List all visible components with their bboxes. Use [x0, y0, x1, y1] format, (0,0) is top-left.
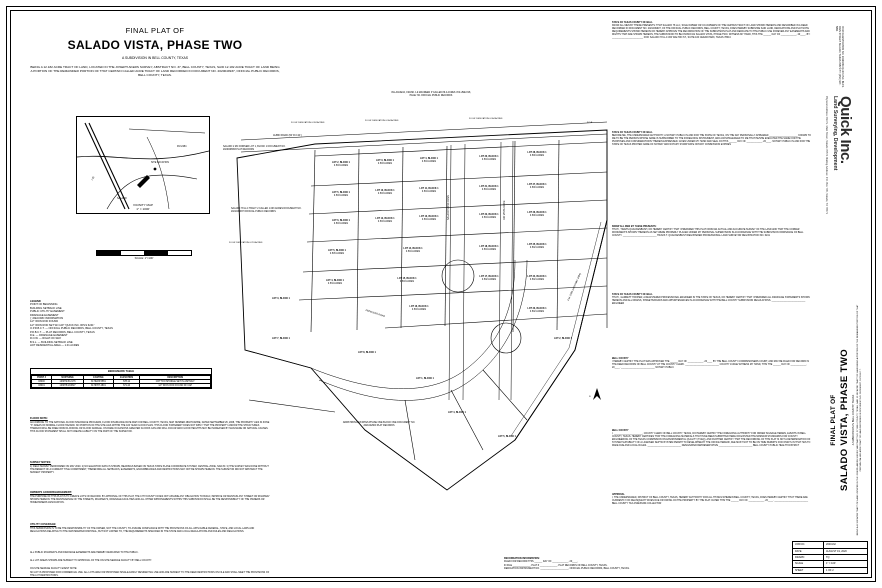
legend-block [30, 300, 180, 348]
lot-area: 0.503 ACRES [333, 164, 349, 167]
scale-bar-caption: SCALE: 1"=100' [134, 257, 154, 260]
lot-id: LOT 8, BLOCK 1 [358, 352, 376, 354]
dedication-name: R.O.W. DEDICATION [469, 118, 489, 120]
lot-area: 0.503 ACRES [377, 192, 393, 195]
recordation-line: IN FILE _____________, PLAT # _____________, PLAT RECORDS OF BELL COUNTY, TEXAS. [504, 563, 608, 567]
lot-area: 0.503 ACRES [333, 194, 349, 197]
vicinity-road-salado: SALADO [117, 197, 127, 200]
lot-label [363, 190, 407, 196]
lot-label [541, 338, 585, 341]
recordation-line: DEDICATION INSTRUMENT NO. _____________________, OFFICIAL PUBLIC RECORDS, BELL COUNTY, TEXAS. [504, 566, 630, 570]
plat-title-line2: SALADO VISTA, PHASE TWO [67, 38, 243, 52]
owner-callout-armstrong: ARMSTRONG ESTATES PHASE ONE BLOCK ONE DOCUMENT NO. 2021042900 PLAT RECORDS [342, 422, 416, 427]
lot-id: LOT 3, BLOCK 1 [376, 160, 394, 162]
road-name: AUBIN ROAD [273, 134, 288, 137]
certificate-body: BEFORE ME, THE UNDERSIGNED AUTHORITY, A NOTARY PUBLIC IN AND FOR THE STATE OF TEXAS, ON THE DAY PERSONALLY APPEARED ______________________ KNOWN TO ME TO BE THE PERSON WHOSE NAME IS SUBSCRIBED TO THE FOREGOING INSTRUMENT, AND ACKNOWLEDGED TO ME THAT HE/SHE EXECUTED THE SAME FOR THE PURPOSES AND CONSIDERATIONS THEREIN EXPRESSED. GIVEN UNDER MY HAND AND SEAL ON THIS ______ DAY OF ____________, 20____. NOTARY PUBLIC IN AND FOR THE STATE OF TEXAS PRINTED NAME OF NOTARY AND NOTARY STAMP DATE NOTARY COMMISSION EXPIRES [612, 135, 811, 147]
legend-row: ( ) RECORD INFORMATION [30, 317, 64, 321]
right-title-line2: SALADO VISTA, PHASE TWO [839, 348, 850, 492]
legend-heading: LEGEND [30, 300, 41, 303]
legend-row: PUBLIC UTILITY EASEMENT [30, 310, 65, 314]
legend-row: P.R.B.C.T. — PLAT RECORDS, BELL COUNTY, TEXAS [30, 330, 95, 334]
lot-area: 0.503 ACRES [333, 222, 349, 225]
lot-area: 0.503 ACRES [377, 162, 393, 165]
lot-area: 0.504 ACRES [481, 248, 497, 251]
lot-area: 0.503 ACRES [377, 220, 393, 223]
lot-area: 0.504 ACRES [405, 250, 421, 253]
benchmark-cell: COTTON SPINDLE SET IN ASPHALT [140, 380, 211, 384]
north-arrow-label: N [589, 396, 591, 398]
legend-row: HOT RESIDENTIAL AREA — 1.01 ACRES [30, 344, 80, 348]
dedication-name: R.O.W. DEDICATION [229, 242, 249, 244]
lot-id: LOT 21, BLOCK 1 [479, 186, 499, 188]
lot-label [319, 192, 363, 198]
lot-id: LOT 2, BLOCK 1 [332, 162, 350, 164]
lot-label [515, 276, 559, 282]
vicinity-road-fm2484: FM 2484 [177, 145, 187, 148]
legend-row: 1/2" IRON ROD FOUND [30, 320, 59, 324]
vicinity-road-i35: I-35 [90, 175, 96, 182]
sheet-info-value: 2000132 [826, 543, 836, 547]
dedication-area: 0.213 ACRES [249, 242, 263, 244]
right-title-line4: BEING A 12.182 ACRE TRACT OF LAND LOCATED IN THE JOSEPH AKERS SURVEY, ABSTRACT NO. 37, BELL COUNTY, TEXAS, SAID 12.182 ACRE TRACT OF LAND BEING A PORTION OF THE REMAINDER PORTION OF THAT CERTAIN CALLED ACRE TRACT OF LAND RECORDED IN DOCUMENT NO. 2020049937, O.P.R.B.C.T. [857, 304, 862, 536]
right-title-line3: A SUBDIVISION IN BELL COUNTY, TEXAS [852, 394, 855, 446]
lot-label [515, 152, 559, 158]
lot-label [515, 184, 559, 190]
graphic-scale-bar [96, 250, 192, 260]
benchmark-header-cell: ELEVATION [113, 376, 140, 380]
benchmark-header-cell: NORTHING [52, 376, 84, 380]
row-dedication-label [469, 118, 502, 120]
road-label-salado-vista [447, 195, 450, 220]
road-name: F.M. 2484 (HIGHWAY 2484) [567, 272, 582, 302]
row-dedication-label [291, 122, 324, 124]
road-label-aubin [273, 134, 302, 137]
flood-note-heading: FLOOD NOTE: [30, 417, 48, 420]
lot-label [315, 250, 359, 256]
lot-label [363, 218, 407, 224]
lot-label [467, 186, 511, 192]
utility-note-body: THIS SUBDIVISION IS TO BE THE RESPONSIBILITY OF THE OWNER, NOT THE COUNTY, TO ASSURE COMPLIANCE WITH THE PROVISIONS OF ALL APPLICABLE FEDERAL, STATE, AND LOCAL LAWS AND REGULATIONS RELATING TO THE WASTEWATER DISPOSAL, BUT NOT LIMITED TO, THE REQUIREMENTS SPECIFIED IN THE STATE AND LOCAL REGULATIONS AND RULES AND REGULATIONS. [30, 527, 255, 533]
lot-label [407, 158, 451, 164]
benchmark-header-cell: DESCRIPTION [140, 376, 211, 380]
benchmark-cell: 10387245.2176 [52, 380, 84, 384]
sheet-info-key: SCALE [793, 561, 824, 566]
lot-label [363, 160, 407, 166]
road-name: PEDDLERS ROAD [365, 308, 386, 319]
lot-id: LOT 10, BLOCK 1 [375, 190, 395, 192]
row-dedication-label [365, 120, 398, 122]
vicinity-caption-text: VICINITY MAP [133, 203, 153, 207]
lot-area: 0.500 ACRES [529, 186, 545, 189]
point-of-beginning-label: P.O.B. [587, 122, 593, 124]
company-address: Physical Address: 813 N. Main Street, Salado 76571 Mailing Address: P.O. Box 745, Salado, TX 76571 [825, 96, 828, 214]
sheet-info-table [792, 541, 868, 574]
plat-title-description: BEING A 12.182 ACRE TRACT OF LAND, LOCATED IN THE JOSEPH AKERS SURVEY, ABSTRACT NO. 37, BELL COUNTY, TEXAS, SAID 12.182 ACRE TRACT OF LAND BEING A PORTION OF THE REMAINDER PORTION OF THAT CERTAIN CALLED ACRE TRACT OF LAND RECORDED IN DOCUMENT NO. 2020049937, OFFICIAL PUBLIC RECORDS, BELL COUNTY, TEXAS. [30, 65, 280, 78]
certificate-body: THAT I, TRAVIS QUACKENBUSH, DO HEREBY CERTIFY THAT I PREPARED THIS PLAT FROM AN ACTUAL AND ACCURATE SURVEY OF THE LAND AND THAT THE CORNER MONUMENTS SHOWN THEREON AS SET WERE PROPERLY PLACED UNDER MY PERSONAL SUPERVISION IN ACCORDANCE WITH THE SUBDIVISION ORDINANCE OF BELL COUNTY. __________________________ TRAVIS T. QUACKENBUSH REGISTERED PROFESSIONAL LAND SURVEYOR REGISTRATION NO. 6241 [612, 229, 804, 238]
lot-id: LOT 11, BLOCK 1 [419, 188, 439, 190]
owner-callout-salado78: SALADO 78 LLC TRACT 2 CALLED 1.003 ACRES DOCUMENT NO. 2021049937 OFFICIAL PUBLIC RECORDS [231, 208, 302, 213]
benchmark-cell: 10387543.8827 [52, 384, 84, 388]
company-logo-block [824, 96, 868, 246]
recordation-block [504, 557, 674, 570]
recordation-heading: RECORDATION INFORMATION: [504, 557, 540, 561]
lot-label [407, 216, 451, 222]
road-name: RIO VISTA DRIVE [503, 200, 506, 220]
sheet-info-key: JOB NO. [793, 542, 824, 547]
lot-label [385, 278, 429, 284]
lot-id: LOT 5, BLOCK 1 [498, 436, 516, 438]
company-subtitle: Land Surveying, Development [832, 96, 838, 171]
lot-area: 0.545 ACRES [329, 252, 345, 255]
lot-label [483, 436, 531, 439]
lot-label [313, 280, 357, 286]
lot-label [343, 352, 391, 355]
lot-label [467, 156, 511, 162]
lot-area: 0.502 ACRES [529, 310, 545, 313]
benchmark-cell: #3000 [32, 380, 52, 384]
survey-note-heading: SURVEY NOTES: [30, 461, 52, 464]
lot-label [319, 162, 363, 168]
company-name: Quick Inc. [837, 96, 854, 164]
benchmark-cell: 3179787.4801 [84, 384, 114, 388]
osf-note-body: NO LOT IS PROPOSED FOR COMMERCIAL USE. ALL LOTS ARE FOR PROPOSED SINGLE-FAMILY RESIDENTIAL USE AND ARE SUBJECT TO THE DEED RESTRICTIONS ON FILE AND SHALL MEET THE PROVISIONS OF THE LOT RESTRICTIONS. [30, 572, 270, 577]
vicinity-map-graphic [77, 117, 209, 213]
lot-id: LOT 25, BLOCK 1 [527, 244, 547, 246]
sheet-info-value: TQ [826, 556, 830, 560]
dedication-name: R.O.W. DEDICATION [365, 120, 385, 122]
lot-id: LOT 4, BLOCK 1 [448, 412, 466, 414]
vicinity-scale-text: 1" = 1000' [136, 207, 150, 211]
legend-row: D.E. — DRAINAGE EASEMENT [30, 334, 68, 338]
legend-row: BUILDING SETBACK LINE [30, 306, 62, 310]
lot-area: 0.504 ACRES [421, 160, 437, 163]
lot-label [257, 338, 305, 341]
benchmark-header-cell: POINT # [32, 376, 52, 380]
lot-id: LOT 7, BLOCK 1 [272, 338, 290, 340]
lot-id: LOT 1, BLOCK 1 [416, 378, 434, 380]
legend-row: B.S.L. — BUILDING SETBACK LINE [30, 340, 73, 344]
lot-area: 0.504 ACRES [421, 190, 437, 193]
lot-id: LOT 4, BLOCK 1 [326, 280, 344, 282]
lot-id: LOT 4, BLOCK 1 [420, 158, 438, 160]
lot-label [257, 298, 305, 301]
benchmark-cell: 3179226.5581 [84, 380, 114, 384]
owner-note-heading: OWNER'S ACKNOWLEDGEMENT: [30, 491, 72, 494]
certificate-body: I HEREBY CERTIFY THE PLAT WAS APPROVED THE ______ DAY OF ____________, 20____ BY THE BELL COUNTY COMMISSIONERS COURT, AND MAY BE FILED FOR RECORD IN THE DEED RECORDS OF BELL COUNTY AT THE COUNTY CLERK. __________________________ COUNTY JUDGE WITNESS MY HAND, THIS THE ______ DAY OF ____________, 20____. __________________________ NOTARY PUBLIC [612, 361, 810, 370]
lot-id: LOT 3, BLOCK 1 [272, 298, 290, 300]
legend-row: DRAINAGE EASEMENT [30, 313, 59, 317]
lot-id: LOT 20, BLOCK 1 [479, 156, 499, 158]
dedication-area: 0.324 ACRES [311, 122, 325, 124]
certificate-title: STATE OF TEXAS COUNTY OF BELL [612, 132, 653, 134]
certificate-title: STATE OF TEXAS COUNTY OF BELL [612, 294, 653, 296]
utility-note [30, 524, 270, 534]
certificates-column [612, 22, 818, 522]
lot-area: 0.504 ACRES [481, 158, 497, 161]
owner-note-body: THE PURPOSE OF THIS PLAT IS TO CREATE LOTS OF RECORD. BY APPROVAL OF THIS PLAT, THE CITY/COUNTY DOES NOT ASSUME ANY OBLIGATION TO BUILD, IMPROVE OR MAINTAIN ANY STREET OR ROADWAY SHOWN HEREON. THE MAINTENANCE OF THE STREETS, ROADWAYS, DRAINAGE FACILITIES AND ALL OTHER IMPROVEMENTS WITHIN THIS SUBDIVISION SHALL BE THE RESPONSIBILITY OF THE OWNERS OR HOMEOWNERS ASSOCIATION. [30, 495, 270, 504]
lot-area: 0.504 ACRES [421, 218, 437, 221]
certificate-health-district [612, 430, 812, 449]
lot-area: 0.503 ACRES [411, 308, 427, 311]
lot-id: LOT 13, BLOCK 1 [419, 216, 439, 218]
sheet-info-value: 1 OF 2 [826, 568, 834, 572]
dedication-area: 0.304 ACRES [489, 118, 503, 120]
firm-registration-text: FIRM REGISTRATION NO. 10194233 QUICK INC. 813 N. MAIN STREET SALADO, TEXAS 76571 PH: (254) 947-5851 [834, 26, 844, 88]
lot-label [515, 244, 559, 250]
lot-id: LOT 24, BLOCK 1 [527, 276, 547, 278]
right-title-line1: FINAL PLAT OF [830, 394, 837, 446]
plat-title-block [30, 26, 280, 78]
certificate-title: APPROVAL [612, 494, 625, 496]
lot-area: 0.500 ACRES [529, 154, 545, 157]
certificate-county-approval [612, 358, 812, 370]
lot-area: 0.504 ACRES [481, 188, 497, 191]
lot-id: LOT 15, BLOCK 1 [397, 278, 417, 280]
lot-id: LOT 18, BLOCK 1 [479, 246, 499, 248]
legend-row: R.O.W. — RIGHT-OF-WAY [30, 337, 62, 341]
plat-title-line3: A SUBDIVISION IN BELL COUNTY, TEXAS [121, 56, 189, 60]
road-row-width: (60' R.O.W.) [288, 134, 302, 137]
lot-label [433, 412, 481, 415]
survey-note-body: 1) FIELD SURVEY PERFORMED ON MAY 2020. 2) NO ELEVATION DATA IS SHOWN, BEARINGS BASED ON TEXAS STATE PLANE COORDINATE SYSTEM, CENTRAL ZONE, NAD 83. 3) THE SURVEY WAS DONE WITHOUT THE BENEFIT OF A CURRENT TITLE COMMITMENT, THEREFORE ALL SETBACKS, EASEMENTS, ENCUMBRANCES AND RESTRICTIONS MAY NOT BE SHOWN HEREON. THE SURVEYOR DID NOT ABSTRACT THE SUBJECT PROPERTY. [30, 465, 269, 474]
benchmark-cell: 678.12 [113, 380, 140, 384]
certificate-body: I, ______________________, COUNTY CLERK OF BELL COUNTY, TEXAS, DO HEREBY CERTIFY THE FOREGOING AUTHORITY FOR ORDER SIGNAGE HEREIN, EVENTS IN BELL COUNTY, TEXAS. HEREBY CERTIFIES THAT THE FOREGOING MATERIALS THAT HAVE BEEN SUBMITTED HERE OR EXISTED THE MINIMUM STANDARDS FOR COUNTY ENGINEERING OF THE TEXAS COMMISSION ON ENVIRONMENTAL QUALITY (TCEQ), AND FURTHER CERTIFY THAT THE RECORDING OF THIS PLAT IS NOT A DETERMINATION OF SYSTEM SUITABILITY OF A LICENSED SEPTIC/SYSTEM PERMIT TO DEVELOPMENT. THE OFFICE HEREOF, FEE MUST NOT TO BE ON TIME PERMITS FOR OSSF'S IN THAT HAS TO MAKE DUE AND LOCAL RULES. __________________________ DESIGNATED REPRESENTATIVE __________________________ BELL COUNTY PUBLIC HEALTH DISTRICT [612, 433, 811, 448]
benchmark-table [30, 368, 212, 389]
utility-note-heading: UTILITY COVERAGE: [30, 523, 57, 526]
lot-label [515, 308, 559, 314]
lot-area: 0.500 ACRES [529, 214, 545, 217]
lot-label [401, 378, 449, 381]
certificate-owner [612, 22, 812, 41]
benchmark-header-cell: EASTING [84, 376, 114, 380]
sheet-info-key: DRAWN [793, 555, 824, 560]
owner-callout-mcdorner: SALADO 2 MC DORNER LOT 1, BLOCK 1 DOCUMENT NO. 2020038083 PLAT RECORDS [223, 146, 286, 151]
misc-note-2: ALL LOT AREAS SHOWN ARE SUBJECT TO APPROVAL OF THE ON-SITE SEWAGE FACILITY BY BELL COUNTY. [30, 560, 152, 562]
flood-note-body: ACCORDING TO THE NATIONAL FLOOD INSURANCE PROGRAM, FLOOD INSURANCE RATE MAP FOR BELL COUNTY, TEXAS, MAP NUMBER 48027C0265E, DATED SEPTEMBER 26, 2008, THE PROPERTY LIES IN ZONE "X" AREAS OF MINIMAL FLOOD HAZARD. NO PORTION OF THE SITE LIES WITHIN THE 100 YEAR FLOOD PLAIN. THIS FLOOD STATEMENT DOES NOT IMPLY THAT THE PROPERTY AND/OR THE STRUCTURES THEREON WILL BE FREE FROM FLOODING OR FLOOD DAMAGE. ON RARE OCCASIONS GREATER FLOODS CAN AND WILL OCCUR AND FLOOD HEIGHTS MAY BE INCREASED BY MAN-MADE OR NATURAL CAUSES. THIS FLOOD STATEMENT SHALL NOT CREATE LIABILITY ON THE PART OF THE SURVEYOR. [30, 421, 270, 433]
sheet-info-key: SHEET [793, 568, 824, 573]
plat-title-line1: FINAL PLAT OF [125, 26, 185, 35]
lot-area: 0.502 ACRES [529, 278, 545, 281]
lot-area: 0.504 ACRES [481, 216, 497, 219]
lot-label [319, 220, 363, 226]
benchmark-cell: 1/2" IRON ROD FOUND W/ CAP [140, 384, 211, 388]
certificate-title: STATE OF TEXAS COUNTY OF BELL [612, 22, 653, 24]
legend-row: POINT OF BEGINNING [30, 303, 58, 307]
certificate-body: KNOW ALL MEN BY THESE PRESENTS: THAT SALADO 78 LLC, SOLE OWNER OR CO-OWNERS OF THE CERTAIN TRACT OF LAND SHOWN HEREON AND DESCRIBED IN A DEED RECORDED IN DOCUMENT NO. 2021049937, OF THE OFFICIAL PUBLIC RECORDS, BELL COUNTY, TEXAS, DOES HEREBY SUBDIVIDE SAID LAND, DEDICATIONS AND PLAT NOTE REQUIREMENTS SHOWN HEREON DO HEREBY APPROVE THE RECORDATION OF THE SUBDIVISION PLAT AND DEDICATE TO THE PUBLIC USE FOREVER ANY EASEMENTS AND RIGHTS THAT ARE SHOWN HEREON, THE SUBDIVISION TO BE KNOWN AS SALADO VISTA, PHASE TWO. WITNESS MY HAND, THIS THE ______ DAY OF ____________, 20____. BY: ________________________ FOR: SALADO 78 LLC 300 WALTON ST., SUITE 100 CEDAR PARK, TEXAS 78613 [612, 25, 811, 40]
certificate-title: BELL COUNTY [612, 430, 629, 432]
lot-id: LOT 2, BLOCK 1 [554, 338, 572, 340]
lot-id: LOT 17, BLOCK 1 [479, 276, 499, 278]
sheet-info-row [793, 568, 867, 573]
lot-area: 0.502 ACRES [481, 278, 497, 281]
firm-registration-block [824, 26, 868, 88]
lot-id: LOT 12, BLOCK 1 [375, 218, 395, 220]
certificate-title: KNOW ALL MEN BY THESE PRESENTS: [612, 226, 657, 228]
vicinity-map-caption [77, 203, 209, 211]
lot-label [397, 306, 441, 312]
scale-bar-graphic [96, 250, 192, 256]
vicinity-map [76, 116, 210, 214]
certificate-engineer [612, 294, 812, 306]
certificate-title: BELL COUNTY [612, 358, 629, 360]
lot-label [467, 276, 511, 282]
certificate-body: THAT I, GARRETT HOOPER, A REGISTERED PROFESSIONAL ENGINEER IN THE STATE OF TEXAS, DO HEREBY CERTIFY THAT I PREPARED ALL DRAINAGE STATEMENTS SHOWN HEREON AND ALL DRAINS, STREETS/ROADS AND APPURTENANCES IN ACCORDANCE WITH THE BELL COUNTY SUBDIVISION REGULATIONS. __________________________ ENGINEER [612, 297, 810, 306]
certificate-surveyor [612, 226, 812, 238]
lot-id: LOT 28, BLOCK 1 [527, 152, 547, 154]
legend-row: O.P.R.B.C.T. — OFFICIAL PUBLIC RECORDS, BELL COUNTY, TEXAS [30, 327, 113, 331]
sheet-info-value: 1" = 100' [826, 562, 836, 566]
lot-area: 0.534 ACRES [327, 282, 343, 285]
lot-label [407, 188, 451, 194]
lot-id: LOT 23, BLOCK 1 [527, 308, 547, 310]
certificate-notary [612, 132, 812, 147]
misc-note-1: ALL PUBLIC ROADWAYS AND DRAINAGE EASEMENTS ARE HEREBY DEDICATED TO THE PUBLIC. [30, 552, 139, 554]
road-label-rio-vista [503, 201, 506, 220]
lot-id: LOT 16, BLOCK 1 [409, 306, 429, 308]
road-name: SALADO VISTA DRIVE [447, 195, 450, 220]
owner-callout-villanueva: VILLANUEVA, FRANK J & MAUREEN P CALLED 89.4 ACRES VOLUME 818, PAGE 741 OFFICIAL PUBLIC RECORDS [391, 92, 471, 97]
benchmark-cell: 671.44 [113, 384, 140, 388]
lot-label [467, 246, 511, 252]
row-dedication-label [229, 242, 262, 244]
lot-id: LOT 22, BLOCK 1 [479, 214, 499, 216]
lot-label [515, 212, 559, 218]
lot-id: LOT 26, BLOCK 1 [527, 212, 547, 214]
recordation-line: FILED FOR RECORD THIS ______ DAY OF ____________, 20____. [504, 560, 579, 564]
osf-note-heading: ON-SITE SEWAGE FACILITY EVENT NOTE: [30, 568, 78, 570]
benchmark-cell: #3001 [32, 384, 52, 388]
table-row [32, 384, 211, 388]
certificate-body: I, THE UNDERSIGNED, DISTRICT OF BELL COUNTY, TEXAS, HEREBY AUTHORITY FOR ALL THINGS WHEREIN BELL COUNTY, TEXAS, DOES HEREBY CERTIFY THAT THERE ARE CURRENTLY NO DELINQUENT TAXES DUE OR OWING ON THE PROPERTY BY THE PLAT. DATED THIS THE ______ DAY OF ____________, 20____. __________________________ BELL COUNTY TAX ASSESSOR-COLLECTOR [612, 497, 808, 506]
lot-id: LOT 5, BLOCK 1 [328, 250, 346, 252]
certificate-tax [612, 494, 812, 506]
legend-row: 1/2" IRON ROD SET W/ CAP "QUICK INC. RPLS 6241" [30, 323, 95, 327]
lot-id: LOT 5, BLOCK 1 [332, 192, 350, 194]
sheet-info-value: AUGUST 19, 2020 [826, 549, 847, 553]
plat-drawing [215, 92, 610, 500]
lot-area: 0.503 ACRES [399, 280, 415, 283]
lot-id: LOT 6, BLOCK 1 [332, 220, 350, 222]
benchmark-caption: BENCHMARK TABLE [31, 369, 211, 375]
sheet-info-key: DATE [793, 549, 824, 554]
vicinity-site-label: SITE LOCATION [151, 161, 170, 164]
right-title-block [830, 300, 863, 540]
lot-area: 0.502 ACRES [529, 246, 545, 249]
lot-id: LOT 27, BLOCK 1 [527, 184, 547, 186]
lot-label [391, 248, 435, 254]
dedication-name: R.O.W. DEDICATION [291, 122, 311, 124]
dedication-area: 0.304 ACRES [385, 120, 399, 122]
lot-id: LOT 14, BLOCK 1 [403, 248, 423, 250]
